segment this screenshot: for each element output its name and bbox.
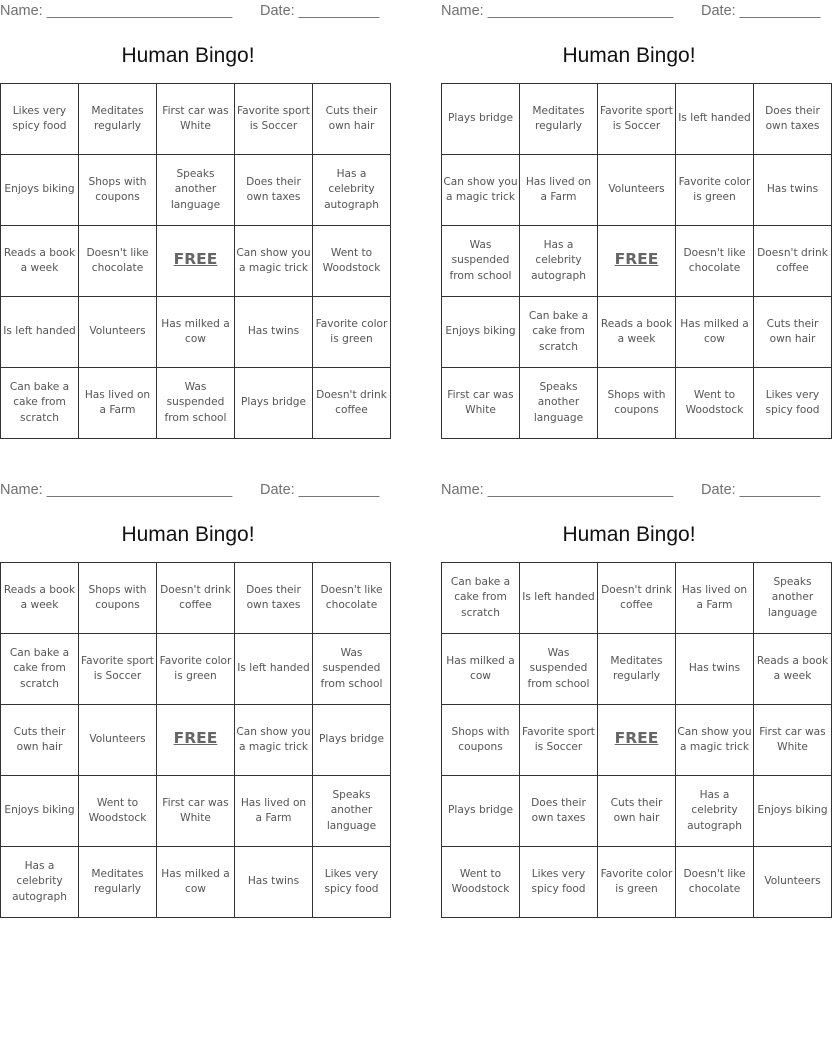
bingo-cell: Meditates regularly [598,634,676,705]
bingo-cell: Favorite color is green [157,634,235,705]
bingo-row [442,776,832,847]
bingo-cell: Doesn't like chocolate [676,226,754,297]
bingo-cell: Went to Woodstock [79,776,157,847]
bingo-cell: Is left handed [676,84,754,155]
bingo-cell: Has twins [754,155,832,226]
bingo-cell: Likes very spicy food [754,368,832,439]
bingo-cell: Favorite color is green [676,155,754,226]
bingo-cell: Has a celebrity autograph [520,226,598,297]
bingo-cell: Likes very spicy food [313,847,391,918]
bingo-cell: Has lived on a Farm [235,776,313,847]
name-field-label: Name: _______________________ [0,482,233,498]
bingo-cell: Favorite sport is Soccer [520,705,598,776]
bingo-cell: Speaks another language [157,155,235,226]
bingo-cell: Cuts their own hair [1,705,79,776]
bingo-row [1,368,391,439]
bingo-cell: Cuts their own hair [754,297,832,368]
bingo-row [442,297,832,368]
bingo-grid [441,83,832,439]
bingo-cell: Shops with coupons [79,155,157,226]
date-field-label: Date: __________ [701,3,821,19]
bingo-cell: Shops with coupons [442,705,520,776]
bingo-cell: Has milked a cow [676,297,754,368]
bingo-cell: Has lived on a Farm [79,368,157,439]
bingo-cell: Doesn't like chocolate [676,847,754,918]
bingo-cell: Volunteers [79,297,157,368]
bingo-cell: Does their own taxes [235,563,313,634]
bingo-cell: Has lived on a Farm [676,563,754,634]
bingo-cell: First car was White [754,705,832,776]
free-space [598,705,676,776]
date-field-label: Date: __________ [260,3,380,19]
bingo-cell: First car was White [157,776,235,847]
card-title: Human Bingo! [562,44,696,67]
bingo-cell: Favorite sport is Soccer [79,634,157,705]
bingo-row [1,226,391,297]
bingo-card [0,0,388,440]
bingo-cell: Has a celebrity autograph [313,155,391,226]
bingo-cell: Volunteers [79,705,157,776]
bingo-grid [441,562,832,918]
bingo-cell: Is left handed [520,563,598,634]
bingo-row [1,84,391,155]
bingo-row [1,563,391,634]
bingo-cell: Reads a book a week [1,226,79,297]
bingo-cell: Favorite sport is Soccer [598,84,676,155]
bingo-row [1,155,391,226]
bingo-cell: Is left handed [235,634,313,705]
bingo-cell: Speaks another language [754,563,832,634]
bingo-cell: Cuts their own hair [313,84,391,155]
bingo-cell: Has lived on a Farm [520,155,598,226]
bingo-row [442,705,832,776]
bingo-row [442,84,832,155]
bingo-cell: Went to Woodstock [442,847,520,918]
bingo-cell: Shops with coupons [79,563,157,634]
bingo-cell: Doesn't drink coffee [754,226,832,297]
bingo-cell: Speaks another language [520,368,598,439]
bingo-cell: Doesn't drink coffee [157,563,235,634]
bingo-cell: Went to Woodstock [313,226,391,297]
bingo-cell: Has twins [676,634,754,705]
bingo-cell: Doesn't like chocolate [79,226,157,297]
free-space-label: FREE [173,729,218,748]
bingo-cell: Meditates regularly [79,847,157,918]
bingo-cell: Favorite sport is Soccer [235,84,313,155]
free-space [598,226,676,297]
bingo-cell: Was suspended from school [520,634,598,705]
bingo-cell: Enjoys biking [442,297,520,368]
bingo-cell: Enjoys biking [1,776,79,847]
bingo-row [442,634,832,705]
bingo-cell: Likes very spicy food [1,84,79,155]
bingo-cell: Enjoys biking [1,155,79,226]
bingo-cell: First car was White [442,368,520,439]
card-title: Human Bingo! [562,523,696,546]
bingo-row [442,155,832,226]
bingo-cell: Does their own taxes [235,155,313,226]
bingo-card [441,0,828,440]
bingo-row [442,368,832,439]
bingo-cell: Reads a book a week [754,634,832,705]
bingo-cell: Was suspended from school [313,634,391,705]
bingo-row [1,776,391,847]
bingo-cell: Meditates regularly [79,84,157,155]
bingo-cell: Can show you a magic trick [235,226,313,297]
free-space-label: FREE [173,250,218,269]
bingo-cell: Went to Woodstock [676,368,754,439]
bingo-card [0,479,384,919]
free-space [157,705,235,776]
bingo-cell: Was suspended from school [442,226,520,297]
bingo-cell: Can bake a cake from scratch [1,368,79,439]
bingo-cell: Does their own taxes [754,84,832,155]
bingo-cell: First car was White [157,84,235,155]
bingo-cell: Shops with coupons [598,368,676,439]
bingo-cell: Has a celebrity autograph [676,776,754,847]
free-space-label: FREE [614,250,659,269]
bingo-cell: Doesn't drink coffee [598,563,676,634]
bingo-card [441,479,829,919]
bingo-row [442,226,832,297]
bingo-cell: Has a celebrity autograph [1,847,79,918]
free-space-label: FREE [614,729,659,748]
bingo-cell: Meditates regularly [520,84,598,155]
date-field-label: Date: __________ [260,482,380,498]
bingo-cell: Is left handed [1,297,79,368]
bingo-cell: Volunteers [754,847,832,918]
bingo-row [1,634,391,705]
bingo-cell: Speaks another language [313,776,391,847]
bingo-cell: Has milked a cow [157,297,235,368]
bingo-cell: Can bake a cake from scratch [520,297,598,368]
bingo-cell: Favorite color is green [313,297,391,368]
free-space [157,226,235,297]
bingo-cell: Can bake a cake from scratch [1,634,79,705]
bingo-cell: Plays bridge [235,368,313,439]
bingo-row [1,847,391,918]
bingo-cell: Reads a book a week [598,297,676,368]
name-field-label: Name: _______________________ [0,3,233,19]
bingo-cell: Has milked a cow [442,634,520,705]
bingo-grid [0,562,391,918]
bingo-cell: Doesn't like chocolate [313,563,391,634]
bingo-cell: Has twins [235,847,313,918]
bingo-row [1,705,391,776]
bingo-cell: Reads a book a week [1,563,79,634]
bingo-cell: Plays bridge [313,705,391,776]
bingo-row [1,297,391,368]
card-title: Human Bingo! [121,523,255,546]
bingo-cell: Enjoys biking [754,776,832,847]
bingo-cell: Has twins [235,297,313,368]
bingo-row [442,847,832,918]
name-field-label: Name: _______________________ [441,3,674,19]
bingo-grid [0,83,391,439]
bingo-cell: Plays bridge [442,84,520,155]
bingo-row [442,563,832,634]
bingo-cell: Volunteers [598,155,676,226]
bingo-cell: Does their own taxes [520,776,598,847]
bingo-cell: Can show you a magic trick [676,705,754,776]
bingo-cell: Favorite color is green [598,847,676,918]
bingo-cell: Likes very spicy food [520,847,598,918]
bingo-cell: Has milked a cow [157,847,235,918]
card-title: Human Bingo! [121,44,255,67]
bingo-cell: Can bake a cake from scratch [442,563,520,634]
bingo-cell: Can show you a magic trick [442,155,520,226]
bingo-cell: Plays bridge [442,776,520,847]
bingo-cell: Doesn't drink coffee [313,368,391,439]
bingo-cell: Was suspended from school [157,368,235,439]
bingo-cell: Cuts their own hair [598,776,676,847]
date-field-label: Date: __________ [701,482,821,498]
bingo-cell: Can show you a magic trick [235,705,313,776]
name-field-label: Name: _______________________ [441,482,674,498]
